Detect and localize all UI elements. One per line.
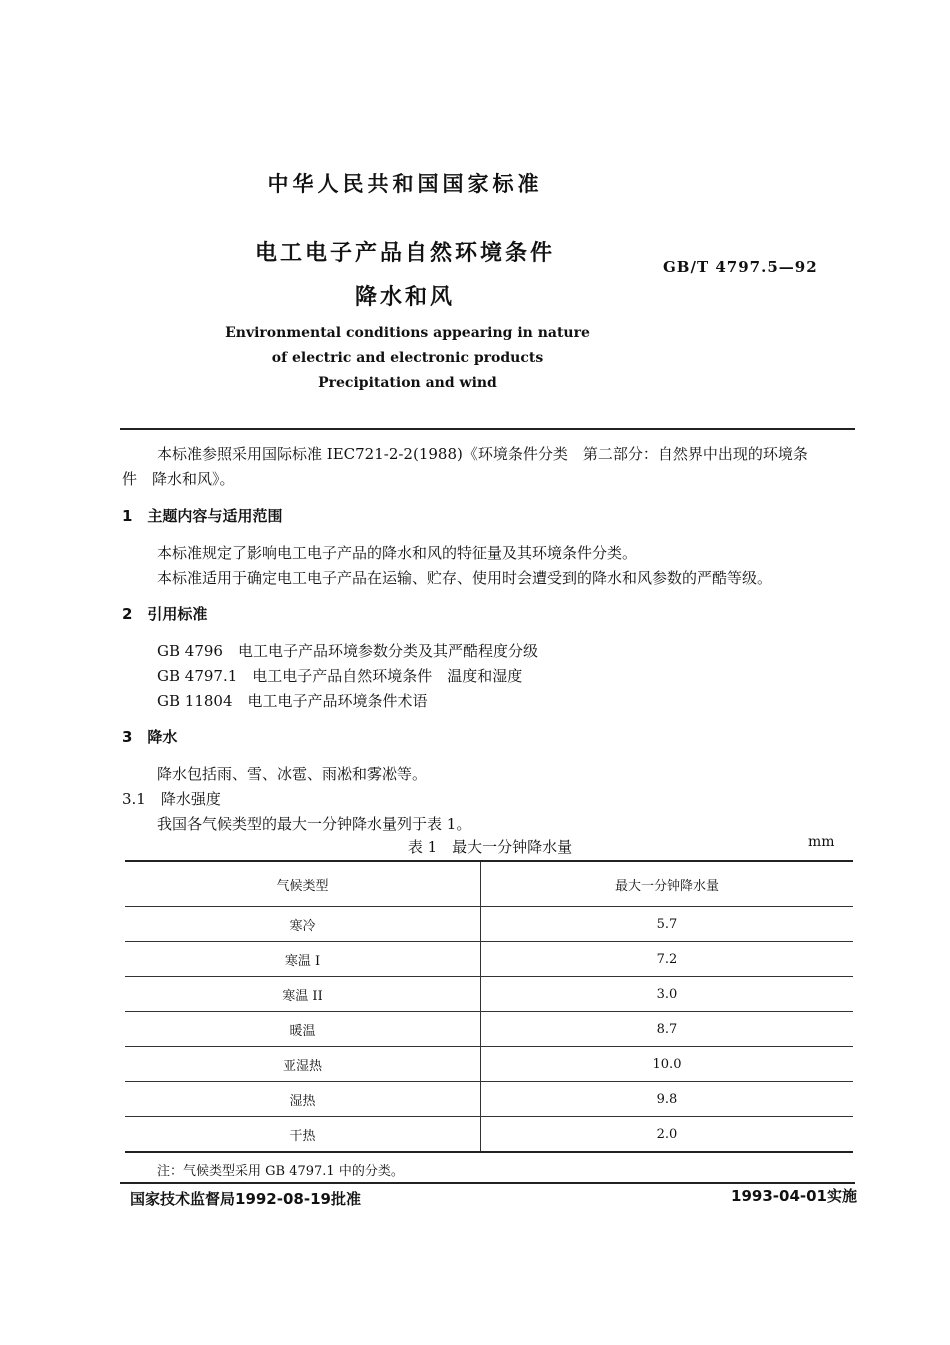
precipitation-value-cell: 7.2 bbox=[481, 942, 854, 977]
document-title-line1: 电工电子产品自然环境条件 bbox=[254, 241, 555, 266]
climate-type-cell: 暖温 bbox=[125, 1012, 481, 1047]
climate-type-cell: 寒温 I bbox=[125, 942, 481, 977]
section1-para2: 本标准适用于确定电工电子产品在运输、贮存、使用时会遭受到的降水和风参数的严酷等级。 bbox=[157, 569, 773, 587]
table-header-row bbox=[125, 861, 853, 907]
climate-type-cell: 干热 bbox=[125, 1117, 481, 1153]
section3-heading: 3 降水 bbox=[122, 728, 178, 746]
precipitation-value-cell: 8.7 bbox=[481, 1012, 854, 1047]
reference-item: GB 4796 电工电子产品环境参数分类及其严酷程度分级 bbox=[157, 642, 538, 660]
table-row bbox=[125, 942, 853, 977]
climate-type-cell: 亚湿热 bbox=[125, 1047, 481, 1082]
table-row bbox=[125, 1082, 853, 1117]
table-row bbox=[125, 1117, 853, 1153]
table1 bbox=[125, 860, 853, 1153]
section3-para1: 降水包括雨、雪、冰雹、雨凇和雾凇等。 bbox=[157, 765, 428, 783]
english-title-line2: of electric and electronic products bbox=[271, 350, 544, 366]
precipitation-value-cell: 10.0 bbox=[481, 1047, 854, 1082]
intro-line1: 本标准参照采用国际标准 IEC721-2-2(1988)《环境条件分类 第二部分：自然界中出现的环境条 bbox=[157, 445, 808, 463]
section2-heading: 2 引用标准 bbox=[122, 605, 208, 623]
column-header: 气候类型 bbox=[125, 861, 481, 907]
table1-caption: 表 1 最大一分钟降水量 bbox=[407, 838, 573, 856]
precipitation-value-cell: 3.0 bbox=[481, 977, 854, 1012]
reference-item: GB 4797.1 电工电子产品自然环境条件 温度和湿度 bbox=[157, 667, 523, 685]
section1-heading: 1 主题内容与适用范围 bbox=[122, 507, 283, 525]
english-title-line1: Environmental conditions appearing in nature bbox=[225, 325, 590, 341]
precipitation-value-cell: 9.8 bbox=[481, 1082, 854, 1117]
table1-unit: mm bbox=[808, 834, 835, 850]
section3-para2: 我国各气候类型的最大一分钟降水量列于表 1。 bbox=[157, 815, 472, 833]
precipitation-value-cell: 5.7 bbox=[481, 907, 854, 942]
intro-line2: 件 降水和风》。 bbox=[122, 470, 235, 488]
document-title-line2: 降水和风 bbox=[354, 285, 455, 310]
section1-para1: 本标准规定了影响电工电子产品的降水和风的特征量及其环境条件分类。 bbox=[157, 544, 638, 562]
table1-note: 注：气候类型采用 GB 4797.1 中的分类。 bbox=[157, 1164, 404, 1179]
title-divider bbox=[120, 428, 855, 430]
table-row bbox=[125, 1047, 853, 1082]
english-title-line3: Precipitation and wind bbox=[318, 375, 497, 391]
climate-type-cell: 湿热 bbox=[125, 1082, 481, 1117]
reference-item: GB 11804 电工电子产品环境条件术语 bbox=[157, 692, 428, 710]
standard-org-title: 中华人民共和国国家标准 bbox=[267, 172, 543, 196]
footer-divider bbox=[120, 1182, 855, 1184]
climate-type-cell: 寒冷 bbox=[125, 907, 481, 942]
table-row bbox=[125, 1012, 853, 1047]
table-row bbox=[125, 907, 853, 942]
standard-number: GB/T 4797.5—92 bbox=[663, 258, 818, 276]
approval-date: 国家技术监督局1992-08-19批准 bbox=[130, 1190, 361, 1208]
section3-1-heading: 3.1 降水强度 bbox=[122, 790, 221, 808]
table-row bbox=[125, 977, 853, 1012]
precipitation-value-cell: 2.0 bbox=[481, 1117, 854, 1153]
effective-date: 1993-04-01实施 bbox=[731, 1187, 857, 1205]
climate-type-cell: 寒温 II bbox=[125, 977, 481, 1012]
column-header: 最大一分钟降水量 bbox=[481, 861, 854, 907]
